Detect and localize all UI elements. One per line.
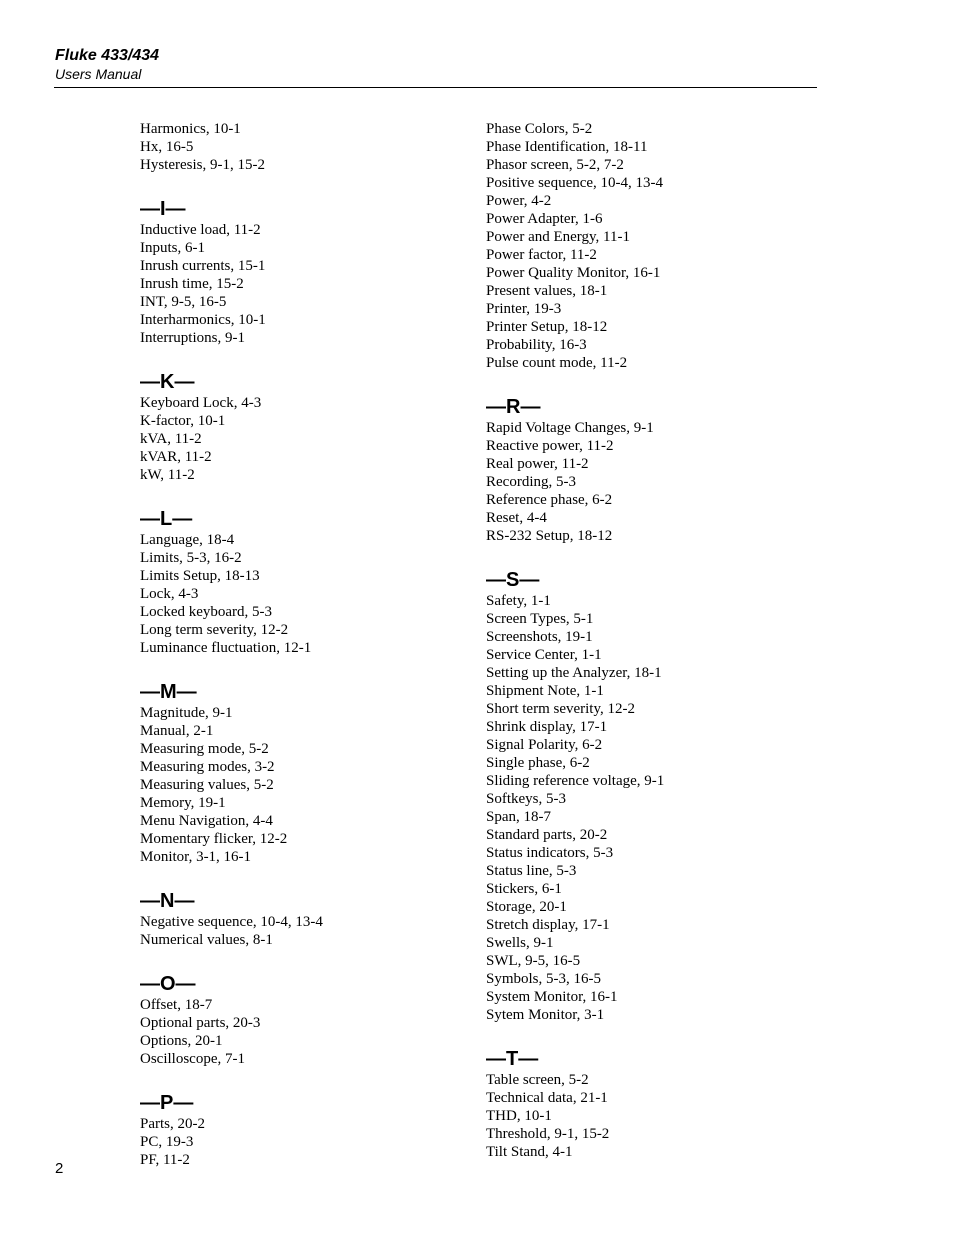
index-entry: Stretch display, 17-1: [486, 917, 610, 933]
index-entry: Positive sequence, 10-4, 13-4: [486, 175, 664, 191]
section-heading: —M—: [140, 681, 197, 703]
index-entry: Symbols, 5-3, 16-5: [486, 971, 602, 987]
index-entry: Power, 4-2: [486, 193, 552, 209]
index-entry: Offset, 18-7: [140, 997, 213, 1013]
index-entry: Parts, 20-2: [140, 1116, 205, 1132]
index-entry-list: [140, 394, 470, 484]
index-entry: Sliding reference voltage, 9-1: [486, 773, 665, 789]
index-entry: Printer, 19-3: [486, 301, 562, 317]
index-entry: Power Adapter, 1-6: [486, 211, 603, 227]
index-entry: Stickers, 6-1: [486, 881, 562, 897]
index-entry: System Monitor, 16-1: [486, 989, 618, 1005]
index-entry: PF, 11-2: [140, 1152, 190, 1168]
index-entry: Limits, 5-3, 16-2: [140, 550, 242, 566]
index-entry: SWL, 9-5, 16-5: [486, 953, 581, 969]
section-heading: —K—: [140, 371, 195, 393]
index-section: [486, 568, 816, 1024]
index-section: [140, 889, 470, 949]
index-entry: Keyboard Lock, 4-3: [140, 395, 262, 411]
index-entry-list: [140, 120, 470, 174]
index-entry: Short term severity, 12-2: [486, 701, 635, 717]
index-section: [486, 120, 816, 372]
index-entry: Reactive power, 11-2: [486, 438, 614, 454]
section-heading: —I—: [140, 198, 186, 220]
index-entry: Power factor, 11-2: [486, 247, 597, 263]
index-entry: Language, 18-4: [140, 532, 235, 548]
page-number: 2: [55, 1160, 64, 1177]
document-subtitle: Users Manual: [55, 66, 142, 82]
index-section: [140, 120, 470, 174]
section-heading: —L—: [140, 508, 193, 530]
index-entry-list: [140, 913, 470, 949]
header-divider: [54, 87, 817, 88]
index-entry-list: [140, 996, 470, 1068]
index-entry: Optional parts, 20-3: [140, 1015, 261, 1031]
index-entry: Monitor, 3-1, 16-1: [140, 849, 252, 865]
index-entry: Standard parts, 20-2: [486, 827, 608, 843]
index-entry-list: [486, 1071, 816, 1161]
index-entry: Status indicators, 5-3: [486, 845, 614, 861]
index-section: [140, 972, 470, 1068]
index-column-left: [140, 120, 470, 1169]
index-entry: Reset, 4-4: [486, 510, 547, 526]
index-entry: Harmonics, 10-1: [140, 121, 241, 137]
index-entry: Measuring modes, 3-2: [140, 759, 275, 775]
index-section: [140, 197, 470, 347]
index-entry: Interharmonics, 10-1: [140, 312, 266, 328]
index-entry: Power and Energy, 11-1: [486, 229, 630, 245]
index-section: [140, 370, 470, 484]
section-heading: —O—: [140, 973, 196, 995]
index-entry: Safety, 1-1: [486, 593, 551, 609]
section-heading: —R—: [486, 396, 541, 418]
index-entry: Power Quality Monitor, 16-1: [486, 265, 661, 281]
index-entry: INT, 9-5, 16-5: [140, 294, 227, 310]
index-entry: Hx, 16-5: [140, 139, 194, 155]
index-entry: Service Center, 1-1: [486, 647, 602, 663]
index-section: [140, 680, 470, 866]
index-entry: Swells, 9-1: [486, 935, 554, 951]
index-entry: Inrush time, 15-2: [140, 276, 244, 292]
index-entry: Screen Types, 5-1: [486, 611, 594, 627]
section-heading: —N—: [140, 890, 195, 912]
index-entry: Negative sequence, 10-4, 13-4: [140, 914, 323, 930]
index-entry: Table screen, 5-2: [486, 1072, 589, 1088]
index-entry-list: [140, 221, 470, 347]
index-entry: Pulse count mode, 11-2: [486, 355, 628, 371]
index-column-right: [486, 120, 816, 1161]
index-entry: Shrink display, 17-1: [486, 719, 608, 735]
index-entry: Phasor screen, 5-2, 7-2: [486, 157, 624, 173]
index-entry: kW, 11-2: [140, 467, 195, 483]
index-entry: Setting up the Analyzer, 18-1: [486, 665, 662, 681]
index-entry: Reference phase, 6-2: [486, 492, 613, 508]
index-entry: Inputs, 6-1: [140, 240, 205, 256]
section-heading: —T—: [486, 1048, 539, 1070]
index-entry: Manual, 2-1: [140, 723, 214, 739]
index-entry: Status line, 5-3: [486, 863, 577, 879]
index-entry: Single phase, 6-2: [486, 755, 590, 771]
index-entry: Locked keyboard, 5-3: [140, 604, 273, 620]
index-entry: Magnitude, 9-1: [140, 705, 233, 721]
index-entry: Memory, 19-1: [140, 795, 226, 811]
index-entry: Probability, 16-3: [486, 337, 587, 353]
index-entry: Inrush currents, 15-1: [140, 258, 266, 274]
index-entry: Tilt Stand, 4-1: [486, 1144, 573, 1160]
index-entry: Limits Setup, 18-13: [140, 568, 260, 584]
index-entry: Menu Navigation, 4-4: [140, 813, 273, 829]
index-entry: Measuring mode, 5-2: [140, 741, 269, 757]
index-entry: Real power, 11-2: [486, 456, 589, 472]
index-entry: Present values, 18-1: [486, 283, 608, 299]
index-entry: Shipment Note, 1-1: [486, 683, 604, 699]
index-entry-list: [140, 531, 470, 657]
index-entry: Numerical values, 8-1: [140, 932, 273, 948]
index-entry: Printer Setup, 18-12: [486, 319, 608, 335]
index-entry: Momentary flicker, 12-2: [140, 831, 288, 847]
document-title: Fluke 433/434: [55, 47, 160, 64]
index-entry: K-factor, 10-1: [140, 413, 226, 429]
index-entry-list: [486, 419, 816, 545]
index-entry: THD, 10-1: [486, 1108, 552, 1124]
index-section: [486, 395, 816, 545]
section-heading: —S—: [486, 569, 540, 591]
index-section: [486, 1047, 816, 1161]
index-entry: RS-232 Setup, 18-12: [486, 528, 613, 544]
index-entry: Span, 18-7: [486, 809, 551, 825]
index-entry: Long term severity, 12-2: [140, 622, 289, 638]
index-entry: Lock, 4-3: [140, 586, 199, 602]
index-entry-list: [140, 1115, 470, 1169]
index-entry: Softkeys, 5-3: [486, 791, 566, 807]
index-entry: Threshold, 9-1, 15-2: [486, 1126, 610, 1142]
index-entry: Measuring values, 5-2: [140, 777, 274, 793]
index-entry: Storage, 20-1: [486, 899, 567, 915]
index-entry-list: [486, 120, 816, 372]
index-entry: kVA, 11-2: [140, 431, 202, 447]
section-heading: —P—: [140, 1092, 194, 1114]
index-entry: Oscilloscope, 7-1: [140, 1051, 245, 1067]
index-entry: Inductive load, 11-2: [140, 222, 261, 238]
index-entry: Rapid Voltage Changes, 9-1: [486, 420, 654, 436]
index-entry-list: [486, 592, 816, 1024]
index-entry: Recording, 5-3: [486, 474, 576, 490]
index-entry: Luminance fluctuation, 12-1: [140, 640, 312, 656]
page-header: [55, 47, 817, 83]
index-entry: Hysteresis, 9-1, 15-2: [140, 157, 265, 173]
index-section: [140, 507, 470, 657]
index-entry: kVAR, 11-2: [140, 449, 212, 465]
index-entry: Signal Polarity, 6-2: [486, 737, 603, 753]
index-entry: PC, 19-3: [140, 1134, 194, 1150]
index-entry: Sytem Monitor, 3-1: [486, 1007, 605, 1023]
index-entry: Screenshots, 19-1: [486, 629, 593, 645]
index-entry: Interruptions, 9-1: [140, 330, 245, 346]
index-entry: Phase Identification, 18-11: [486, 139, 648, 155]
index-entry: Phase Colors, 5-2: [486, 121, 593, 137]
index-entry: Options, 20-1: [140, 1033, 223, 1049]
index-section: [140, 1091, 470, 1169]
index-entry: Technical data, 21-1: [486, 1090, 608, 1106]
index-entry-list: [140, 704, 470, 866]
